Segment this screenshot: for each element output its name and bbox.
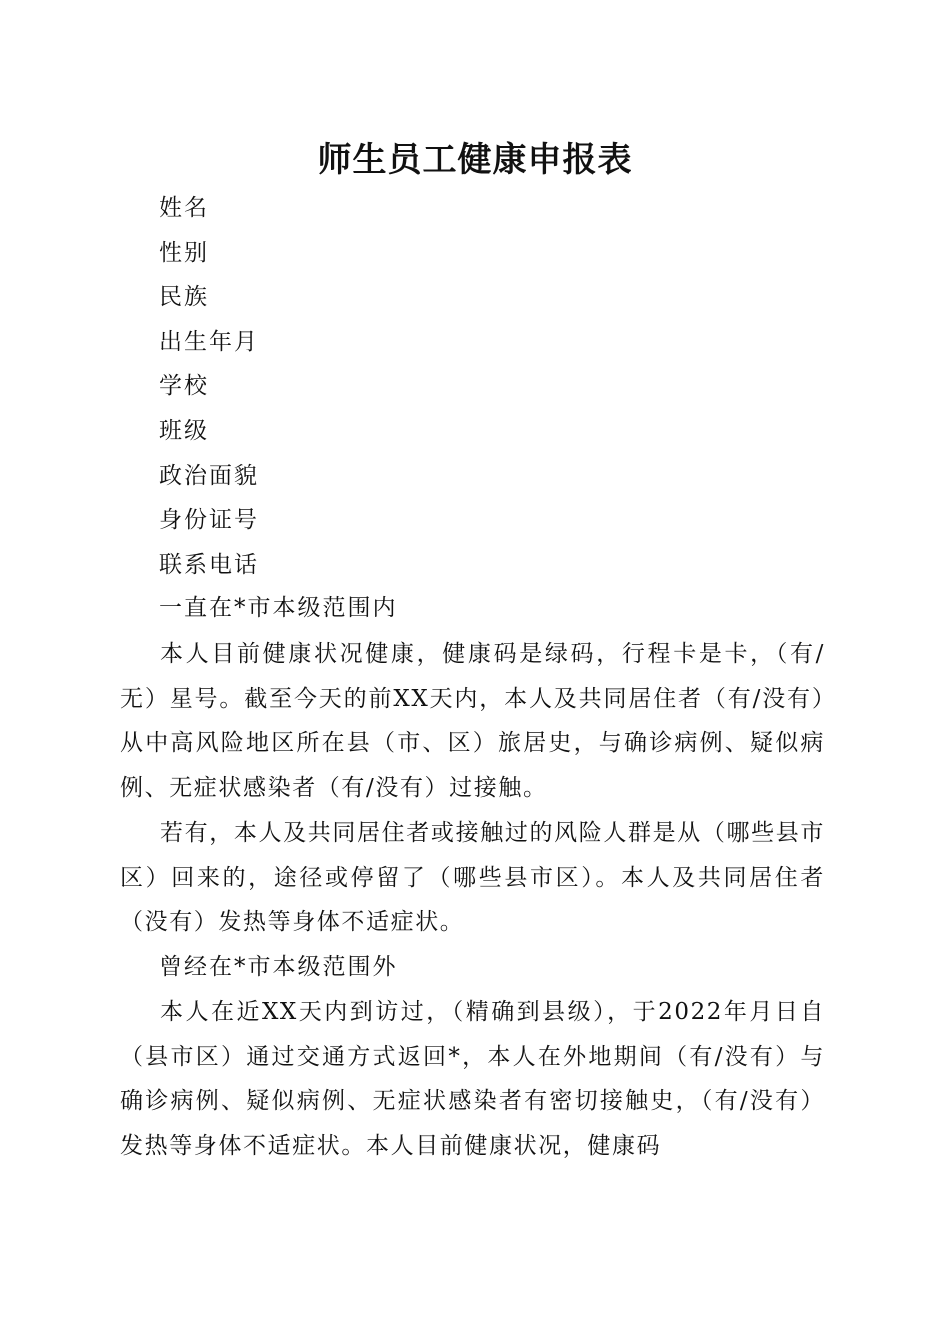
field-ethnicity: 民族: [159, 284, 209, 311]
section1-paragraph-1: 本人目前健康状况健康，健康码是绿码，行程卡是卡，（有/无）星号。截至今天的前XX天内，本人及共同居住者（有/没有）从中高风险地区所在县（市、区）旅居史，与确诊病例、疑似病例、无症状感染者（有/没有）过接触。: [120, 641, 825, 801]
field-phone: 联系电话: [159, 551, 259, 578]
field-political-status: 政治面貌: [159, 462, 259, 489]
document-title: 师生员工健康申报表: [317, 140, 633, 180]
field-birth-date: 出生年月: [159, 328, 259, 355]
section1-paragraph-2: 若有，本人及共同居住者或接触过的风险人群是从（哪些县市区）回来的，途径或停留了（哪些县市区）。本人及共同居住者（没有）发热等身体不适症状。: [120, 820, 825, 936]
section1-heading: 一直在*市本级范围内: [159, 595, 398, 621]
section2-paragraph-1: 本人在近XX天内到访过，（精确到县级），于2022年月日自（县市区）通过交通方式返回*，本人在外地期间（有/没有）与确诊病例、疑似病例、无症状感染者有密切接触史，（有/没有）发热等身体不适症状。本人目前健康状况，健康码: [120, 999, 825, 1159]
field-list: [159, 188, 259, 589]
field-id-number: 身份证号: [159, 507, 259, 534]
field-gender: 性别: [159, 239, 209, 266]
field-class: 班级: [159, 417, 209, 444]
field-name: 姓名: [159, 195, 209, 221]
section2-heading: 曾经在*市本级范围外: [159, 954, 398, 980]
field-school: 学校: [159, 373, 209, 400]
